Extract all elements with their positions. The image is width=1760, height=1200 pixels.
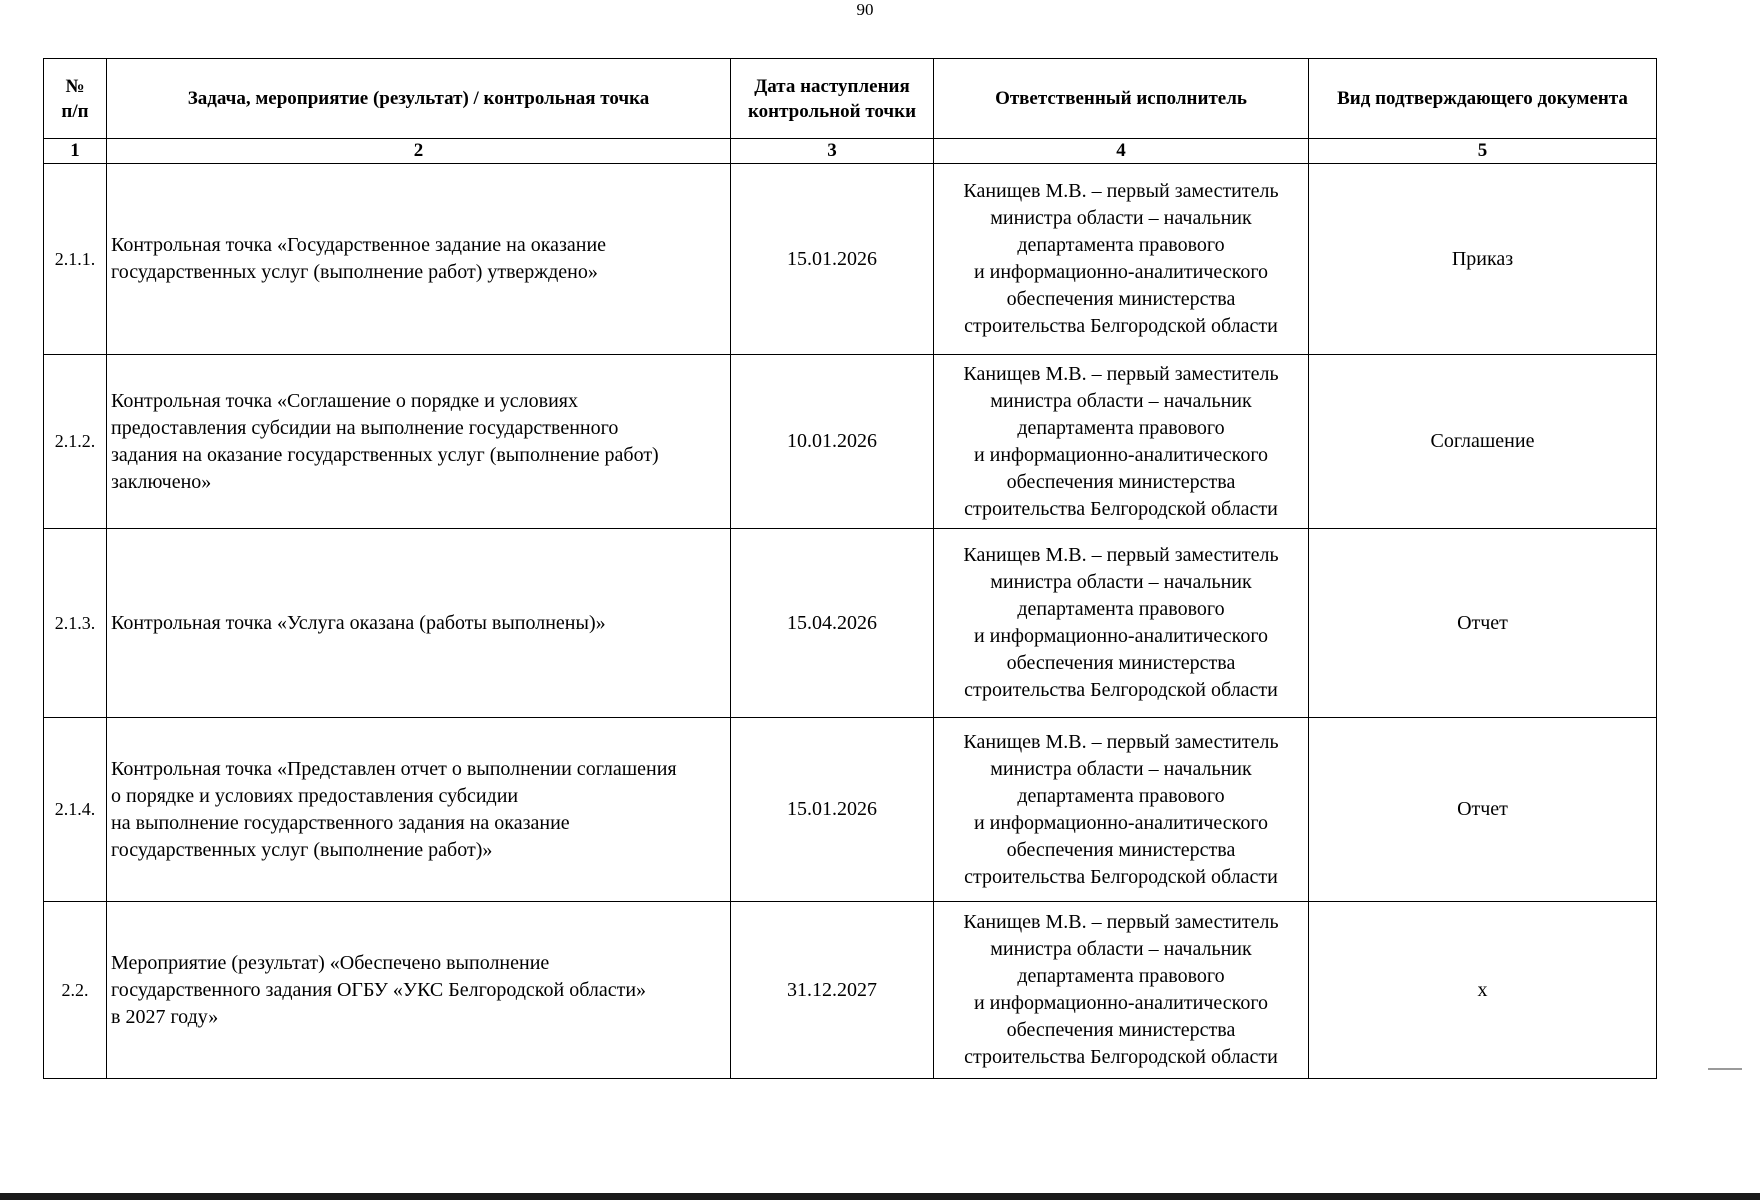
table-row xyxy=(44,718,1657,902)
control-points-table xyxy=(43,58,1657,1079)
row-date: 10.01.2026 xyxy=(731,355,934,529)
header-date-text: Дата наступления контрольной точки xyxy=(747,75,917,122)
table-row xyxy=(44,902,1657,1079)
row-task xyxy=(107,529,731,718)
column-number-row xyxy=(44,139,1657,164)
row-document: Отчет xyxy=(1309,529,1657,718)
row-number: 2.1.1. xyxy=(44,164,107,355)
row-task xyxy=(107,164,731,355)
column-number-4: 4 xyxy=(934,139,1309,164)
header-document xyxy=(1309,59,1657,139)
header-number-text: № п/п xyxy=(61,75,89,122)
row-number: 2.2. xyxy=(44,902,107,1079)
row-responsible xyxy=(934,902,1309,1079)
row-task xyxy=(107,718,731,902)
header-task xyxy=(107,59,731,139)
row-document: Приказ xyxy=(1309,164,1657,355)
row-document: Соглашение xyxy=(1309,355,1657,529)
row-responsible xyxy=(934,164,1309,355)
row-number: 2.1.2. xyxy=(44,355,107,529)
row-responsible xyxy=(934,529,1309,718)
header-responsible xyxy=(934,59,1309,139)
row-task xyxy=(107,902,731,1079)
row-date: 15.01.2026 xyxy=(731,164,934,355)
row-document: х xyxy=(1309,902,1657,1079)
row-task-text: Контрольная точка «Услуга оказана (работы выполнены)» xyxy=(111,611,606,634)
row-task-text: Контрольная точка «Государственное задание на оказание государственных услуг (выполнение работ) утверждено» xyxy=(111,234,607,283)
row-responsible-text: Канищев М.В. – первый заместитель министра области – начальник департамента правового и информационно-аналитического обеспечения министерства строительства Белгородской области xyxy=(963,180,1279,337)
column-number-2: 2 xyxy=(107,139,731,164)
row-responsible xyxy=(934,355,1309,529)
row-task xyxy=(107,355,731,529)
table-row xyxy=(44,355,1657,529)
column-number-1: 1 xyxy=(44,139,107,164)
row-document: Отчет xyxy=(1309,718,1657,902)
row-responsible-text: Канищев М.В. – первый заместитель министра области – начальник департамента правового и информационно-аналитического обеспечения министерства строительства Белгородской области xyxy=(963,911,1279,1068)
header-task-text: Задача, мероприятие (результат) / контрольная точка xyxy=(187,88,650,109)
table-row xyxy=(44,164,1657,355)
scan-artifact xyxy=(1708,1068,1742,1070)
row-date: 15.04.2026 xyxy=(731,529,934,718)
page-number: 90 xyxy=(856,0,874,19)
row-number: 2.1.4. xyxy=(44,718,107,902)
header-date xyxy=(731,59,934,139)
scan-bottom-edge xyxy=(0,1193,1760,1200)
row-task-text: Контрольная точка «Соглашение о порядке и условиях предоставления субсидии на выполнение государственного задания на оказание государственных услуг (выполнение работ) заключено» xyxy=(111,389,659,493)
row-responsible xyxy=(934,718,1309,902)
row-responsible-text: Канищев М.В. – первый заместитель министра области – начальник департамента правового и информационно-аналитического обеспечения министерства строительства Белгородской области xyxy=(963,730,1279,888)
table-header-row xyxy=(44,59,1657,139)
row-responsible-text: Канищев М.В. – первый заместитель министра области – начальник департамента правового и информационно-аналитического обеспечения министерства строительства Белгородской области xyxy=(963,544,1279,701)
row-number: 2.1.3. xyxy=(44,529,107,718)
row-responsible-text: Канищев М.В. – первый заместитель министра области – начальник департамента правового и информационно-аналитического обеспечения министерства строительства Белгородской области xyxy=(963,362,1279,520)
header-document-text: Вид подтверждающего документа xyxy=(1337,88,1628,109)
column-number-3: 3 xyxy=(731,139,934,164)
row-date: 15.01.2026 xyxy=(731,718,934,902)
header-number xyxy=(44,59,107,139)
header-responsible-text: Ответственный исполнитель xyxy=(995,88,1247,109)
row-date: 31.12.2027 xyxy=(731,902,934,1079)
row-task-text: Контрольная точка «Представлен отчет о выполнении соглашения о порядке и условиях предоставления субсидии на выполнение государственного задания на оказание государственных услуг (выполнение работ)» xyxy=(111,757,677,861)
row-task-text: Мероприятие (результат) «Обеспечено выполнение государственного задания ОГБУ «УКС Белгородской области» в 2027 году» xyxy=(111,951,647,1028)
table-row xyxy=(44,529,1657,718)
column-number-5: 5 xyxy=(1309,139,1657,164)
